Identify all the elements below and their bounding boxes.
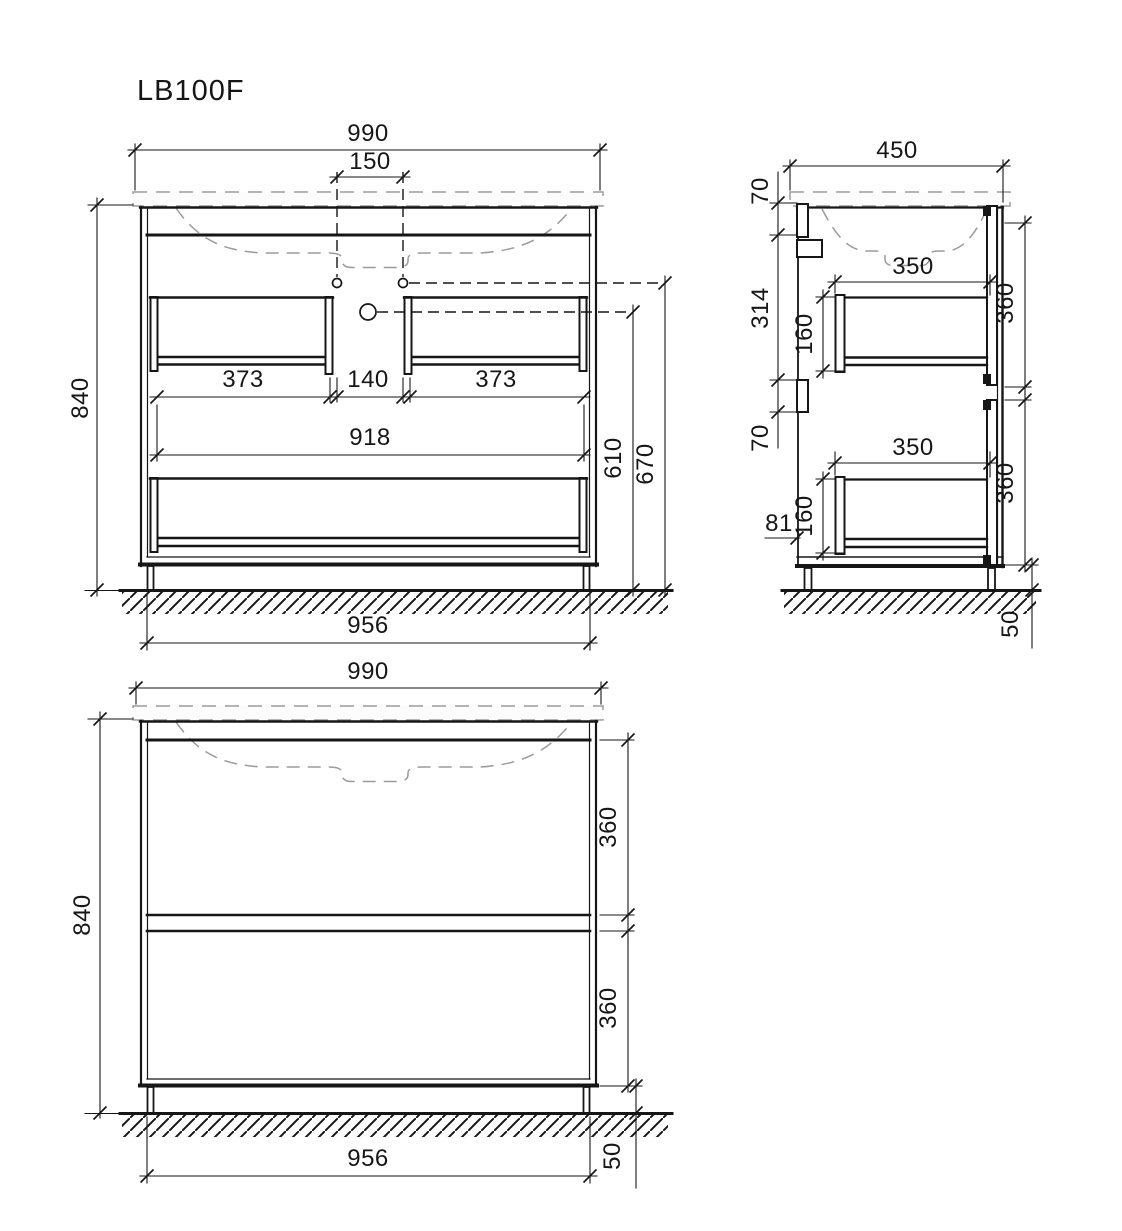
dim-front-center-gap: 140 [347,366,389,393]
dim-front-right-drawer-width: 373 [475,366,517,393]
front-view-closed [69,658,672,1188]
dim-side-drawer-inner-lower: 160 [791,495,818,537]
dim-side-mid-gap: 70 [747,424,774,452]
dim-front-faucet-spacing: 150 [349,148,391,175]
dim-side-upper-section: 314 [747,287,774,329]
dim-side-bottom-clearance: 81 [765,510,793,537]
ground [120,591,672,615]
dim-side-top-offset: 70 [747,177,774,205]
legs [148,566,590,590]
dim-bottom-height: 840 [69,894,96,936]
countertop-side [790,192,1010,206]
wall-brackets [797,204,822,412]
dim-bottom-front-upper: 360 [595,806,622,848]
dim-bottom-leg-height: 50 [599,1142,626,1170]
front-view-open [67,120,672,650]
sink-outline [176,208,571,268]
countertop [133,192,603,206]
dim-front-interior-width: 918 [349,424,391,451]
cabinet-body-closed [140,721,597,1086]
dim-side-drawer-depth-lower: 350 [892,434,934,461]
drawer-box-lower-side [836,477,988,554]
overflow-hole [360,304,376,320]
ground-closed [120,1114,672,1138]
dim-front-overall-width: 990 [347,120,389,147]
side-view [747,137,1040,648]
drawer-box-upper-left [150,297,333,374]
drawer-box-upper-side [836,295,988,372]
sink-outline-closed [176,722,571,782]
dim-side-depth: 450 [876,137,918,164]
faucet-hole-left [333,279,342,288]
dim-front-height: 840 [67,377,94,419]
legs-side [805,568,996,590]
dim-side-front-height-upper: 360 [992,282,1019,324]
dim-bottom-front-lower: 360 [595,987,622,1029]
countertop-closed [133,706,603,720]
ground-hatching-closed [122,1115,668,1137]
ground-hatching [122,592,668,614]
drawer-box-lower [150,478,587,552]
dim-front-base-width: 956 [347,612,389,639]
dim-bottom-overall-width: 990 [347,658,389,685]
legs-closed [148,1087,590,1113]
dim-front-left-drawer-width: 373 [222,366,264,393]
dim-bottom-base-width: 956 [347,1145,389,1172]
dim-front-faucet-height: 670 [632,443,659,485]
faucet-hole-right [399,279,408,288]
dim-side-drawer-inner-upper: 160 [791,313,818,355]
dimensions-closed [69,658,643,1188]
drawer-box-upper-right [404,297,587,374]
dim-front-overflow-height: 610 [600,437,627,479]
dim-side-front-height-lower: 360 [992,462,1019,504]
drawing-title: LB100F [137,75,245,107]
dim-side-leg-height: 50 [997,610,1024,638]
dim-side-drawer-depth-upper: 350 [892,253,934,280]
